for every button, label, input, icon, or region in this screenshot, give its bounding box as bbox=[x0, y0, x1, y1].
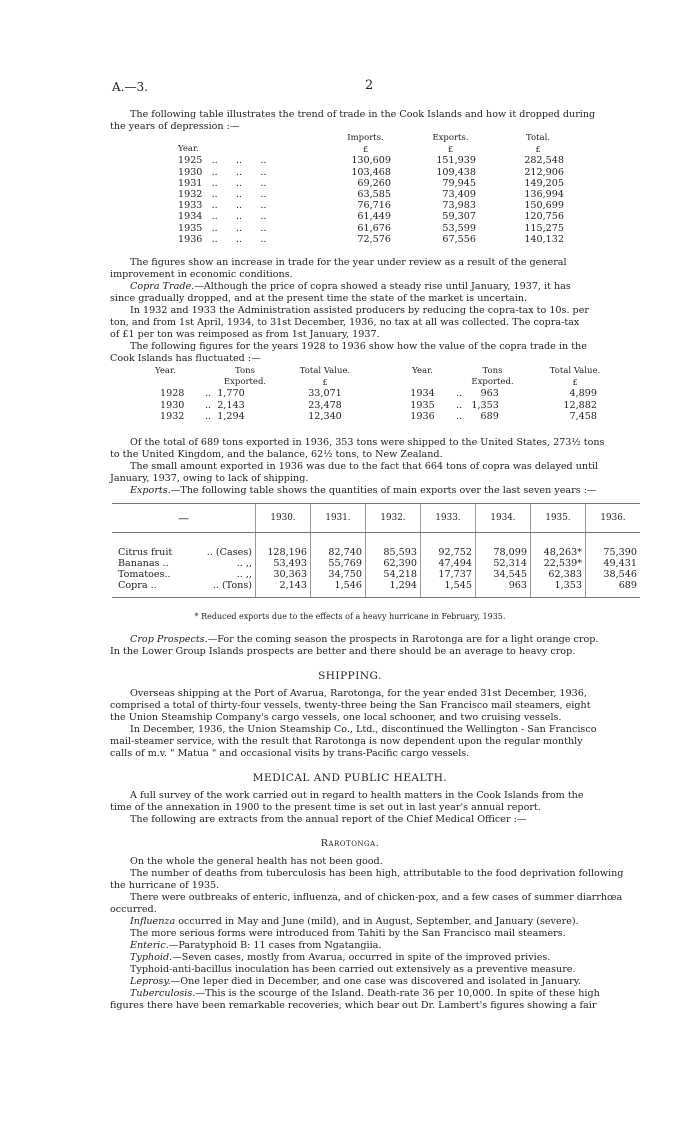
copra-value-header-left: Total Value. bbox=[299, 366, 351, 376]
copra-currency-right: £ bbox=[572, 378, 578, 388]
table-row: 1930 .. .. .. 103,468 109,438 212,906 bbox=[178, 166, 564, 178]
copra-exported-header-right: Exported. bbox=[471, 377, 514, 388]
copra-trade-line-1: Copra Trade.—Although the price of copra showed a steady rise until January, 1937, it has bbox=[130, 281, 571, 292]
shipping-line-4: In December, 1936, the Union Steamship Co., Ltd., discontinued the Wellington - San Francisco bbox=[130, 724, 597, 735]
health-item-tuberculosis: Tuberculosis.—This is the scourge of the Island. Death-rate 36 per 10,000. In spite of these high bbox=[130, 988, 600, 999]
rarotonga-line-2: The number of deaths from tuberculosis has been high, attributable to the food deprivation following bbox=[130, 868, 624, 879]
copra-trade-line-7: Cook Islands has fluctuated :— bbox=[110, 353, 261, 364]
table-row: 1928 .. 1,770 33,071 1934 .. 963 4,899 bbox=[160, 388, 597, 400]
year-header: 1934. bbox=[476, 504, 531, 533]
copra-after-line-1: Of the total of 689 tons exported in 1936, 353 tons were shipped to the United States, 273½ tons bbox=[130, 437, 605, 448]
health-line-2: time of the annexation in 1900 to the present time is set out in last year's annual report. bbox=[110, 802, 541, 813]
copra-trade-line-5: of £1 per ton was reimposed as from 1st January, 1937. bbox=[110, 329, 380, 340]
year-header: Year. bbox=[178, 144, 199, 155]
copra-year-header-right: Year. bbox=[412, 366, 433, 376]
health-item-leprosy: Leprosy.—One leper died in December, and one case was discovered and isolated in January. bbox=[130, 976, 581, 987]
table-row: Bananas .. .. ,, 53,493 55,769 62,390 47,494 52,314 22,539* 49,431 bbox=[112, 558, 640, 569]
copra-trade-line-3: In 1932 and 1933 the Administration assisted producers by reducing the copra-tax to 10s. per bbox=[130, 305, 589, 316]
health-heading: MEDICAL AND PUBLIC HEALTH. bbox=[252, 772, 448, 784]
year-header: 1932. bbox=[366, 504, 421, 533]
health-item-typhoid: Typhoid.—Seven cases, mostly from Avarua, occurred in spite of the improved privies. bbox=[130, 952, 551, 963]
currency-exports: £ bbox=[447, 145, 454, 155]
exports-footnote: * Reduced exports due to the effects of a heavy hurricane in February, 1935. bbox=[194, 612, 506, 621]
shipping-line-5: mail-steamer service, with the result that Rarotonga is now dependent upon the regular monthly bbox=[110, 736, 583, 747]
table-row: 1936 .. .. .. 72,576 67,556 140,132 bbox=[178, 233, 564, 245]
table-row: 1932 .. 1,294 12,340 1936 .. 689 7,458 bbox=[160, 410, 597, 422]
currency-imports: £ bbox=[362, 145, 369, 155]
health-item-typhoid-detail: Typhoid-anti-bacillus inoculation has been carried out extensively as a preventive measure. bbox=[130, 964, 576, 975]
table-row: 1925 .. .. .. 130,609 151,939 282,548 bbox=[178, 155, 564, 167]
copra-after-line-2: to the United Kingdom, and the balance, 62½ tons, to New Zealand. bbox=[110, 449, 443, 460]
shipping-heading: SHIPPING. bbox=[318, 670, 382, 682]
exports-header: Exports. bbox=[432, 133, 469, 143]
health-line-3: The following are extracts from the annual report of the Chief Medical Officer :— bbox=[130, 814, 527, 825]
shipping-line-3: the Union Steamship Company's cargo vessels, one local schooner, and two cruising vessels. bbox=[110, 712, 562, 723]
table-row: 1932 .. .. .. 63,585 73,409 136,994 bbox=[178, 189, 564, 201]
table-row: 1935 .. .. .. 61,676 53,599 115,275 bbox=[178, 222, 564, 234]
exports-intro: Exports.—The following table shows the quantities of main exports over the last seven years :— bbox=[130, 485, 597, 496]
year-header: 1936. bbox=[586, 504, 641, 533]
copra-after-line-4: January, 1937, owing to lack of shipping. bbox=[110, 473, 309, 484]
year-header: 1935. bbox=[531, 504, 586, 533]
copra-tons-header-left: Tons bbox=[235, 366, 255, 376]
table-row: Tomatoes.. .. ,, 30,363 34,750 54,218 17,737 34,545 62,383 38,546 bbox=[112, 569, 640, 580]
health-line-1: A full survey of the work carried out in regard to health matters in the Cook Islands from the bbox=[130, 790, 584, 801]
copra-tons-header-right: Tons bbox=[482, 366, 503, 376]
crop-line-1: Crop Prospects.—For the coming season the prospects in Rarotonga are for a light orange crop. bbox=[130, 634, 599, 645]
year-header: 1931. bbox=[311, 504, 366, 533]
rarotonga-subheading: Rarotonga. bbox=[320, 838, 380, 849]
figures-line-2: improvement in economic conditions. bbox=[110, 269, 293, 280]
trade-intro-line-2: the years of depression :— bbox=[110, 121, 240, 132]
copra-value-header-right: Total Value. bbox=[549, 366, 601, 376]
table-row: 1930 .. 2,143 23,478 1935 .. 1,353 12,882 bbox=[160, 399, 597, 411]
copra-trade-line-4: ton, and from 1st April, 1934, to 31st December, 1936, no tax at all was collected. The copra-tax bbox=[110, 317, 580, 328]
health-item-influenza-detail: The more serious forms were introduced from Tahiti by the San Francisco mail steamers. bbox=[130, 928, 566, 939]
copra-after-line-3: The small amount exported in 1936 was due to the fact that 664 tons of copra was delayed until bbox=[130, 461, 599, 472]
shipping-line-1: Overseas shipping at the Port of Avarua, Rarotonga, for the year ended 31st December, 1936, bbox=[130, 688, 587, 699]
rarotonga-line-3: the hurricane of 1935. bbox=[110, 880, 220, 891]
trade-intro-line-1: The following table illustrates the trend of trade in the Cook Islands and how it dropped during bbox=[130, 109, 596, 120]
total-header: Total. bbox=[525, 133, 551, 143]
copra-trade-line-2: since gradually dropped, and at the present time the state of the market is uncertain. bbox=[110, 293, 528, 304]
table-row: 1933 .. .. .. 76,716 73,983 150,699 bbox=[178, 200, 564, 212]
table-row: Copra .. .. (Tons) 2,143 1,546 1,294 1,545 963 1,353 689 bbox=[112, 580, 640, 591]
shipping-line-2: comprised a total of thirty-four vessels, twenty-three being the San Francisco mail steamers, eight bbox=[110, 700, 591, 711]
exports-table bbox=[112, 503, 640, 598]
exports-corner-dash: — bbox=[112, 504, 256, 533]
table-row: 1931 .. .. .. 69,260 79,945 149,205 bbox=[178, 177, 564, 189]
copra-exported-header-left: Exported. bbox=[223, 377, 267, 388]
health-item-influenza: Influenza occurred in May and June (mild), and in August, September, and January (severe). bbox=[130, 916, 579, 927]
shipping-line-6: calls of m.v. " Matua " and occasional visits by trans-Pacific cargo vessels. bbox=[110, 748, 470, 759]
copra-trade-line-6: The following figures for the years 1928 to 1936 show how the value of the copra trade in the bbox=[130, 341, 587, 352]
rarotonga-line-5: occurred. bbox=[110, 904, 157, 915]
health-last-line: figures there have been remarkable recoveries, which bear out Dr. Lambert's figures showing a fair bbox=[110, 1000, 597, 1011]
crop-line-2: In the Lower Group Islands prospects are better and there should be an average to heavy crop. bbox=[110, 646, 576, 657]
figures-line-1: The figures show an increase in trade for the year under review as a result of the general bbox=[130, 257, 567, 268]
table-row: 1934 .. .. .. 61,449 59,307 120,756 bbox=[178, 211, 564, 223]
currency-total: £ bbox=[535, 145, 541, 155]
table-row: Citrus fruit .. (Cases) 128,196 82,740 85,593 92,752 78,099 48,263* 75,390 bbox=[112, 547, 640, 558]
copra-table bbox=[155, 366, 615, 422]
health-item-enteric: Enteric.—Paratyphoid B: 11 cases from Ngatangiia. bbox=[130, 940, 382, 951]
rarotonga-line-4: There were outbreaks of enteric, influenza, and of chicken-pox, and a few cases of summer diarrhœa bbox=[130, 892, 623, 903]
year-header: 1933. bbox=[421, 504, 476, 533]
imports-header: Imports. bbox=[347, 133, 384, 143]
report-reference: A.—3. bbox=[112, 80, 148, 94]
copra-year-header-left: Year. bbox=[155, 366, 176, 376]
page-number: 2 bbox=[365, 78, 374, 93]
copra-currency-left: £ bbox=[322, 378, 328, 388]
year-header: 1930. bbox=[256, 504, 311, 533]
rarotonga-line-1: On the whole the general health has not been good. bbox=[130, 856, 383, 867]
trade-table bbox=[178, 133, 578, 245]
